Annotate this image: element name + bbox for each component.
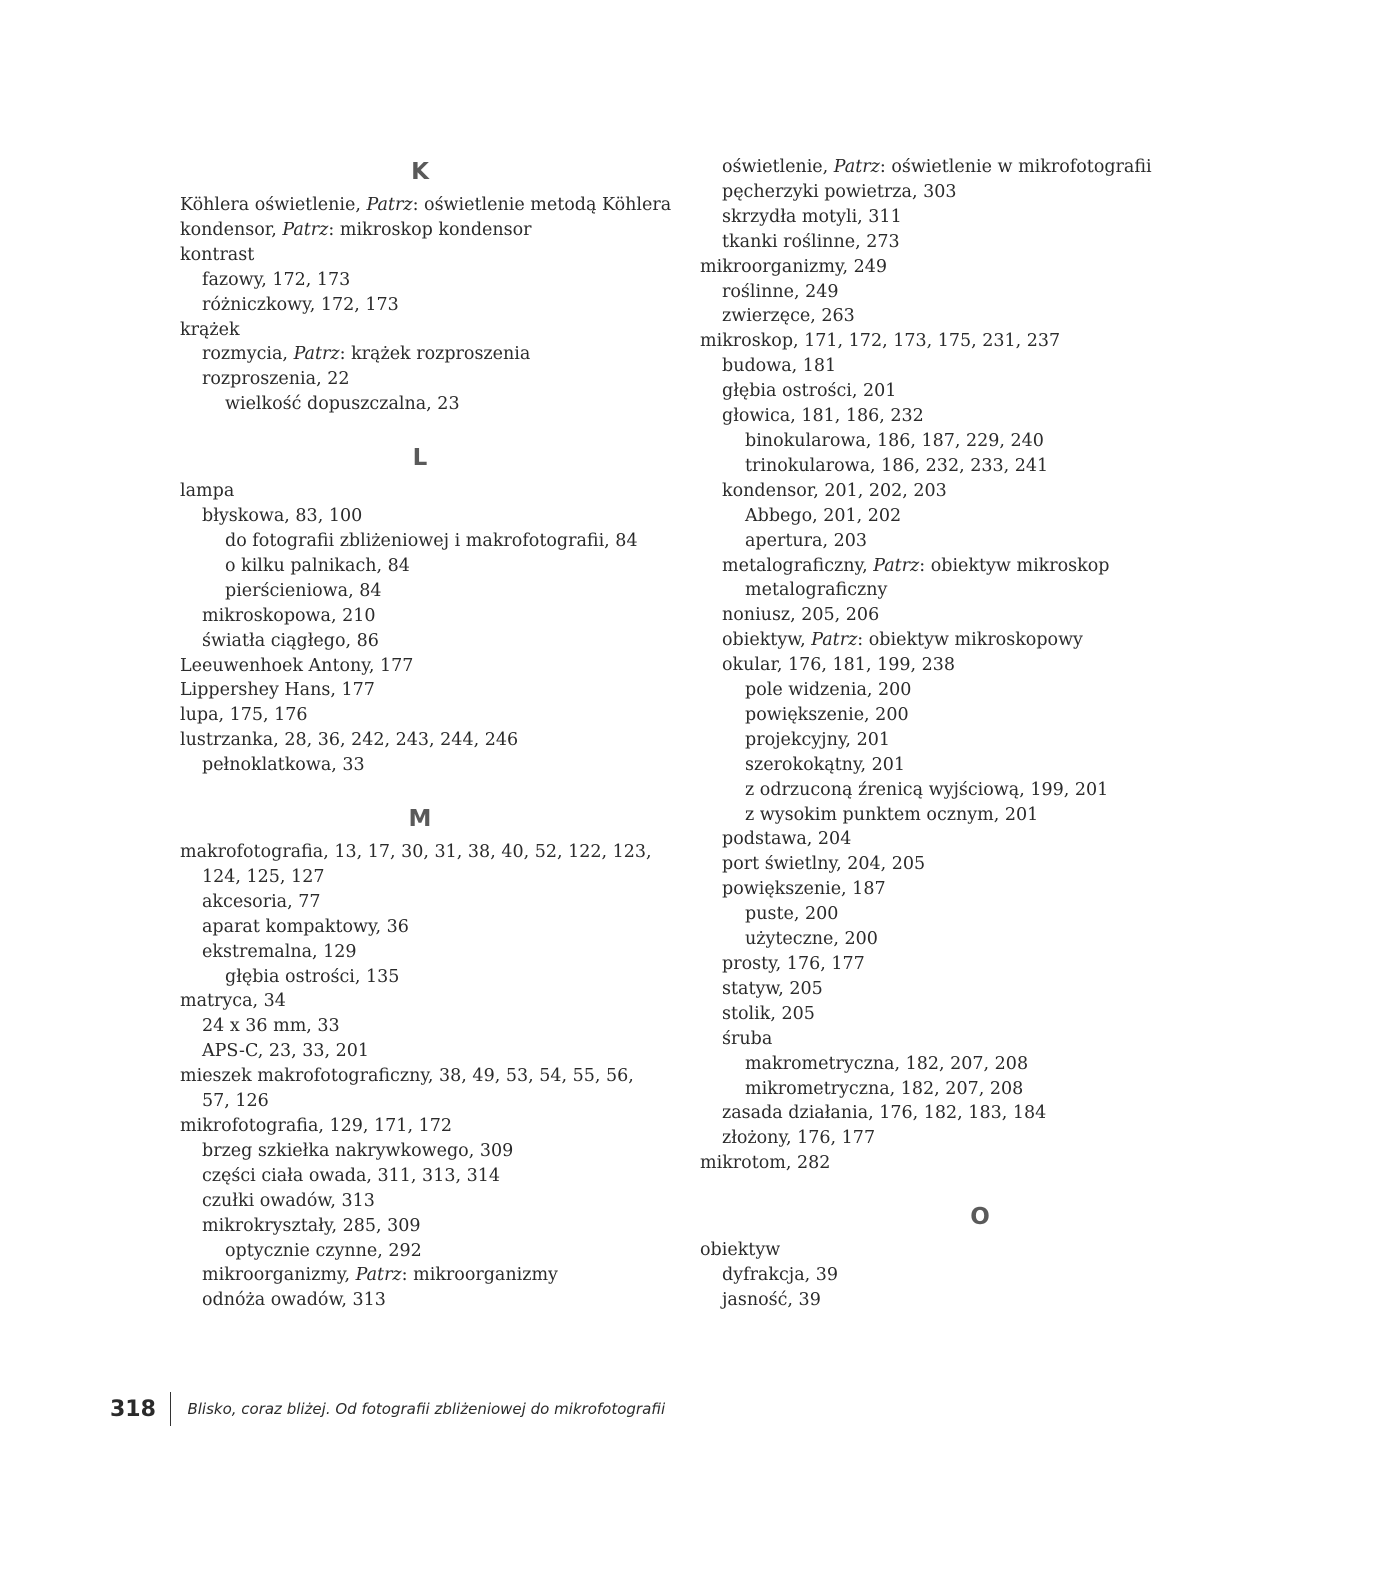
index-term: o kilku palnikach, 84: [225, 555, 410, 576]
index-term: skrzydła motyli, 311: [722, 206, 902, 227]
index-entry: [700, 479, 1260, 504]
index-entry: [700, 354, 1260, 379]
index-entry: [180, 529, 660, 554]
index-term: apertura, 203: [745, 530, 867, 551]
index-term: APS-C, 23, 33, 201: [202, 1041, 370, 1062]
index-term: wielkość dopuszczalna, 23: [225, 394, 460, 415]
index-entry: [700, 1151, 1260, 1176]
index-entry: [700, 1077, 1260, 1102]
index-term: statyw, 205: [722, 978, 823, 999]
index-entry: [700, 1027, 1260, 1052]
index-entry: kondensor, Patrz: mikroskop kondensor: [180, 219, 532, 240]
index-term: stolik, 205: [722, 1003, 815, 1024]
index-term: dyfrakcja, 39: [722, 1265, 839, 1286]
index-term: głowica, 181, 186, 232: [722, 406, 924, 427]
index-entry: [180, 940, 660, 965]
index-term: czułki owadów, 313: [202, 1190, 375, 1211]
index-term: powiększenie, 200: [745, 704, 909, 725]
see-reference-target: oświetlenie w mikrofotografii: [891, 157, 1152, 177]
index-term: kondensor, 201, 202, 203: [722, 480, 947, 501]
index-term: pełnoklatkowa, 33: [202, 755, 365, 776]
index-entry: [180, 965, 660, 990]
index-entry: [700, 578, 1260, 603]
index-term: krążek: [180, 319, 240, 340]
index-term: mikrofotografia, 129, 171, 172: [180, 1116, 452, 1136]
index-entry: [180, 1239, 660, 1264]
index-entry: [700, 827, 1260, 852]
index-entry: [700, 753, 1260, 778]
index-term: ekstremalna, 129: [202, 941, 357, 962]
index-term: głębia ostrości, 135: [225, 966, 400, 987]
index-term: podstawa, 204: [722, 829, 852, 850]
index-entry: [700, 1263, 1260, 1288]
index-entry: [700, 180, 1260, 205]
see-reference-target: mikroskop kondensor: [339, 219, 532, 240]
index-letter-heading: O: [970, 1204, 990, 1231]
index-term: metalograficzny: [745, 580, 888, 601]
index-term: mikroskopowa, 210: [202, 605, 376, 626]
index-column-left: [180, 155, 672, 1313]
index-entry: [700, 454, 1260, 479]
index-term: mikroorganizmy,: [202, 1265, 356, 1286]
index-term: powiększenie, 187: [722, 879, 886, 900]
index-term: Köhlera oświetlenie,: [180, 195, 367, 215]
index-term: pole widzenia, 200: [745, 680, 912, 701]
index-term: fazowy, 172, 173: [202, 269, 351, 290]
index-entry: [700, 230, 1260, 255]
see-reference-target: mikroorganizmy: [413, 1265, 558, 1286]
index-entry: metalograficzny, Patrz: obiektyw mikroskop: [722, 555, 1110, 576]
index-term: błyskowa, 83, 100: [202, 506, 363, 527]
index-entry: [700, 280, 1260, 305]
index-term: aparat kompaktowy, 36: [202, 916, 409, 937]
index-term: mikroskop, 171, 172, 173, 175, 231, 237: [700, 331, 1061, 352]
index-entry: [180, 840, 660, 890]
index-entry: [700, 1238, 1260, 1263]
index-entry: mikroorganizmy, Patrz: mikroorganizmy: [202, 1265, 558, 1286]
see-reference-label: Patrz: [355, 1265, 402, 1286]
index-term: różniczkowy, 172, 173: [202, 294, 399, 315]
index-entry: [700, 977, 1260, 1002]
running-title: Blisko, coraz bliżej. Od fotografii zbliżeniowej do mikrofotografii: [187, 1400, 666, 1418]
index-entry: [180, 678, 660, 703]
index-entry: [180, 728, 660, 753]
see-reference-target: oświetlenie metodą Köhlera: [424, 195, 672, 215]
index-entry: [700, 205, 1260, 230]
index-entry: [180, 293, 660, 318]
index-entry: [180, 479, 660, 504]
index-entry: [180, 1288, 660, 1313]
index-term: prosty, 176, 177: [722, 954, 865, 974]
index-term: noniusz, 205, 206: [722, 605, 880, 626]
see-reference-label: Patrz: [833, 157, 880, 177]
index-entry: [180, 392, 660, 417]
index-term: brzeg szkiełka nakrywkowego, 309: [202, 1140, 514, 1161]
section-spacer: [180, 417, 660, 441]
index-entry: [180, 629, 660, 654]
section-spacer: [180, 778, 660, 802]
index-term: lampa: [180, 481, 235, 502]
see-reference-target: obiektyw mikroskop: [930, 555, 1110, 576]
index-term: zwierzęce, 263: [722, 306, 855, 327]
index-letter-heading: K: [411, 159, 429, 185]
index-term: projekcyjny, 201: [745, 729, 890, 750]
index-term: złożony, 176, 177: [722, 1128, 876, 1149]
index-entry: [180, 1164, 660, 1189]
index-term: zasada działania, 176, 182, 183, 184: [722, 1103, 1047, 1124]
index-entry: [700, 927, 1260, 952]
index-term: kontrast: [180, 244, 255, 265]
index-entry: [180, 268, 660, 293]
see-reference-label: Patrz: [366, 195, 413, 215]
index-entry: [180, 367, 660, 392]
index-entry: [700, 1101, 1260, 1126]
index-term: makrometryczna, 182, 207, 208: [745, 1053, 1029, 1074]
index-entry: [700, 529, 1260, 554]
see-reference-label: Patrz: [811, 630, 858, 651]
index-entry: [700, 678, 1260, 703]
see-reference-label: Patrz: [293, 344, 340, 365]
index-term: użyteczne, 200: [745, 929, 878, 950]
index-term: Lippershey Hans, 177: [180, 680, 375, 701]
index-term: jasność, 39: [722, 1289, 821, 1310]
index-entry: [700, 603, 1260, 628]
index-entry: [180, 579, 660, 604]
index-entry: [180, 890, 660, 915]
index-term: rozproszenia, 22: [202, 369, 350, 390]
index-entry: [180, 604, 660, 629]
index-term: port świetlny, 204, 205: [722, 854, 926, 875]
index-entry: [180, 654, 660, 679]
index-entry: [700, 504, 1260, 529]
index-term: pęcherzyki powietrza, 303: [722, 181, 957, 202]
index-term: obiektyw,: [722, 630, 812, 651]
index-term: światła ciągłego, 86: [202, 630, 379, 651]
index-entry: [700, 1126, 1260, 1151]
index-letter-heading: M: [408, 806, 432, 833]
index-entry: [700, 653, 1260, 678]
index-term: rozmycia,: [202, 344, 294, 365]
index-term: makrofotografia, 13, 17, 30, 31, 38, 40, 52, 122, 123, 124, 125, 127: [180, 842, 652, 887]
index-term: z odrzuconą źrenicą wyjściową, 199, 201: [745, 779, 1109, 800]
index-entry: [180, 915, 660, 940]
index-term: lupa, 175, 176: [180, 705, 308, 726]
index-entry: [700, 778, 1260, 803]
index-entry: [700, 329, 1260, 354]
index-term: budowa, 181: [722, 356, 837, 377]
index-entry: [180, 1014, 660, 1039]
index-letter-heading: L: [412, 445, 428, 472]
index-entry: [700, 728, 1260, 753]
index-term: pierścieniowa, 84: [225, 580, 382, 601]
index-entry: [700, 703, 1260, 728]
index-entry: [180, 1064, 660, 1114]
index-term: trinokularowa, 186, 232, 233, 241: [745, 455, 1049, 476]
index-entry: [700, 852, 1260, 877]
index-term: Leeuwenhoek Antony, 177: [180, 655, 414, 676]
see-reference-target: obiektyw mikroskopowy: [868, 630, 1083, 651]
index-term: matryca, 34: [180, 991, 286, 1012]
index-entry: [700, 404, 1260, 429]
index-entry: [700, 304, 1260, 329]
index-entry: rozmycia, Patrz: krążek rozproszenia: [202, 344, 531, 365]
index-entry: Köhlera oświetlenie, Patrz: oświetlenie metodą Köhlera: [180, 195, 672, 215]
index-entry: [180, 703, 660, 728]
index-term: tkanki roślinne, 273: [722, 231, 900, 252]
index-entry: [700, 952, 1260, 977]
index-entry: [180, 1114, 660, 1139]
index-term: mikroorganizmy, 249: [700, 256, 888, 277]
see-reference-label: Patrz: [873, 555, 920, 576]
index-entry: oświetlenie, Patrz: oświetlenie w mikrofotografii: [722, 157, 1152, 177]
index-entry: [180, 554, 660, 579]
index-term: 24 x 36 mm, 33: [202, 1016, 340, 1037]
page-number: 318: [110, 1396, 156, 1422]
index-entry: [180, 1214, 660, 1239]
index-term: części ciała owada, 311, 313, 314: [202, 1165, 500, 1186]
index-entry: [700, 803, 1260, 828]
index-term: mikrometryczna, 182, 207, 208: [745, 1078, 1024, 1099]
index-entry: [700, 255, 1260, 280]
index-entry: [700, 429, 1260, 454]
index-term: śruba: [722, 1028, 773, 1049]
index-term: binokularowa, 186, 187, 229, 240: [745, 430, 1044, 451]
index-entry: [700, 379, 1260, 404]
index-term: obiektyw: [700, 1240, 781, 1261]
index-term: kondensor,: [180, 219, 283, 240]
index-entry: [700, 902, 1260, 927]
index-entry: [180, 989, 660, 1014]
index-term: mikrokryształy, 285, 309: [202, 1215, 421, 1236]
index-term: metalograficzny,: [722, 555, 874, 576]
index-term: optycznie czynne, 292: [225, 1240, 422, 1261]
index-entry: [180, 504, 660, 529]
index-term: oświetlenie,: [722, 157, 834, 177]
see-reference-target: krążek rozproszenia: [351, 344, 531, 365]
index-term: mieszek makrofotograficzny, 38, 49, 53, 54, 55, 56, 57, 126: [180, 1066, 634, 1112]
index-entry: [700, 877, 1260, 902]
index-term: lustrzanka, 28, 36, 242, 243, 244, 246: [180, 730, 519, 751]
index-entry: [700, 1052, 1260, 1077]
index-entry: obiektyw, Patrz: obiektyw mikroskopowy: [722, 630, 1083, 651]
index-term: akcesoria, 77: [202, 891, 321, 912]
index-term: głębia ostrości, 201: [722, 381, 897, 402]
index-term: puste, 200: [745, 904, 839, 925]
see-reference-label: Patrz: [282, 219, 329, 240]
index-entry: [700, 1288, 1260, 1313]
index-term: mikrotom, 282: [700, 1153, 831, 1174]
index-column-right: [700, 155, 1260, 1313]
index-entry: [180, 753, 660, 778]
index-term: Abbego, 201, 202: [745, 505, 902, 526]
section-spacer: [700, 1176, 1260, 1200]
index-term: roślinne, 249: [722, 281, 839, 302]
index-term: okular, 176, 181, 199, 238: [722, 655, 955, 676]
index-term: odnóża owadów, 313: [202, 1290, 386, 1311]
index-entry: [180, 1189, 660, 1214]
index-term: do fotografii zbliżeniowej i makrofotografii, 84: [225, 530, 638, 551]
index-entry: [700, 1002, 1260, 1027]
index-entry: [180, 1139, 660, 1164]
index-entry: [180, 1039, 660, 1064]
page-footer: [110, 1392, 665, 1426]
footer-divider: [170, 1392, 172, 1426]
index-term: z wysokim punktem ocznym, 201: [745, 804, 1039, 825]
index-entry: [180, 243, 660, 268]
index-entry: [180, 318, 660, 343]
index-term: szerokokątny, 201: [745, 754, 906, 775]
